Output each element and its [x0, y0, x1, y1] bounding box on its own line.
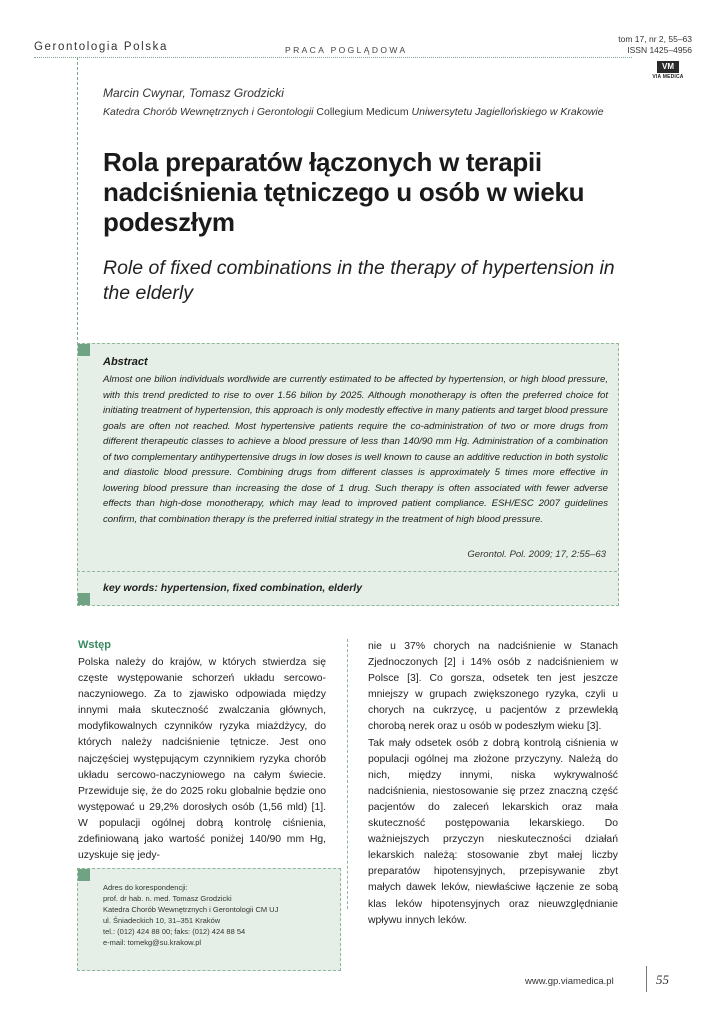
affiliation: [103, 104, 633, 120]
keywords-divider: [77, 571, 617, 572]
header-divider: [34, 57, 632, 58]
article-section: PRACA POGLĄDOWA: [285, 45, 408, 55]
correspondence-marker-icon: [78, 869, 90, 881]
correspondence-phone: tel.: (012) 424 88 00; faks: (012) 424 88 54: [103, 926, 246, 936]
logo-text: VIA MEDICA: [652, 74, 684, 80]
column-divider: [347, 639, 348, 909]
abstract-marker-bottom-icon: [78, 593, 90, 605]
margin-divider: [77, 57, 78, 345]
abstract-heading: Abstract: [103, 356, 148, 368]
correspondence-street: ul. Śniadeckich 10, 31–351 Kraków: [103, 915, 221, 925]
logo-mark: VM: [657, 61, 679, 73]
citation: Gerontol. Pol. 2009; 17, 2:55–63: [467, 549, 606, 560]
volume-info: [618, 34, 692, 56]
page-number: 55: [656, 972, 669, 987]
paragraph: Tak mały odsetek osób z dobrą kontrolą ciśnienia w populacji ogólnej ma złożone przyczyny. Należą do nich, między innymi, niska wykrywalność nadciśnienia, niestosowanie się przez znaczną część pacjentów do zaleceń lekarskich oraz mała skuteczność postępowania lekarskiego. Do ważniejszych przyczyn nieskuteczności działań lekarskich należą: stosowanie zbyt małej liczby preparatów hipotensyjnych, przepisywanie zbyt małych dawek leków, niewłaściwe łączenie ze sobą klas leków hipotensyjnych oraz nieuwzględnianie wpływu innych leków.: [368, 737, 618, 926]
affiliation-dept: Katedra Chorób Wewnętrznych i Gerontologii: [103, 106, 317, 118]
body-column-1: Polska należy do krajów, w których stwierdza się częste występowanie schorzeń układu sercowo-naczyniowego. Za to zjawisko odpowiada między innymi mała skuteczność zwalczania głównych, modyfikowalnych czynników ryzyka miażdżycy, do których należy nadciśnienie tętnicze. Jest ono najczęściej występującym czynnikiem ryzyka chorób układu sercowo-naczyniowego na całym świecie. Przewiduje się, że do 2025 roku globalnie będzie ono występować u 29,2% dorosłych osób (1,56 mld) [1]. W populacji ogólnej dobrą kontrolę ciśnienia, zdefiniowaną jako wartość poniżej 140/90 mm Hg, uzyskuje się jedy-: [78, 657, 326, 862]
footer-url[interactable]: www.gp.viamedica.pl: [525, 976, 614, 987]
correspondence-label: Adres do korespondencji:: [103, 883, 188, 892]
issn: ISSN 1425–4956: [627, 45, 692, 55]
section-heading: Wstęp: [78, 639, 111, 651]
article-subtitle: Role of fixed combinations in the therapy of hypertension in the elderly: [103, 257, 615, 304]
keywords: key words: hypertension, fixed combination, elderly: [103, 582, 363, 594]
correspondence-text: [103, 883, 333, 948]
article-title: Rola preparatów łączonych w terapii nadciśnienia tętniczego u osób w wieku podeszłym: [103, 147, 585, 237]
volume-number: tom 17, nr 2, 55–63: [618, 34, 692, 44]
page-number-divider: [646, 966, 647, 992]
correspondence-dept: Katedra Chorób Wewnętrznych i Gerontologii CM UJ: [103, 904, 279, 914]
paragraph: nie u 37% chorych na nadciśnienie w Stanach Zjednoczonych [2] i 14% osób z nadciśnieniem w Polsce [3]. Co gorsza, odsetek ten jest jeszcze mniejszy w grupach zwiększonego ryzyka, czyli u chorych na cukrzycę, u pacjentów z przewlekłą chorobą nerek oraz u osób w podeszłym wieku [3].: [368, 641, 618, 733]
affiliation-university: Uniwersytetu Jagiellońskiego w Krakowie: [411, 106, 604, 118]
authors: Marcin Cwynar, Tomasz Grodzicki: [103, 86, 284, 100]
abstract-body: Almost one bilion individuals wordlwide are currently estimated to be affected by hypertension, or high blood pressure, with this trend predicted to rise to over 1.56 bilion by 2025. Although monotherapy is often the preferred choice fot initiating treatment of hypertension, this approach is only modestly effective in many patients and target blood pressure goals are often not reached. Most hypertensive patients require the co-administration of two or more drugs from different therapeutic classes to achieve a blood pressure of less than 140/90 mm Hg. Administration of a combination of two complementary antihypertensive drugs in low doses is well known to cause an additive reduction in both systolic and diastolic blood pressure. Combining drugs from different classes is approximately 5 times more effective in lowering blood pressure than increasing the dose of 1 drug. Such therapy is often associated with fewer adverse effects than high-dose monotherapy, which may lead to improved patient compliance. ESH/ESC 2007 guidelines confirm, that combination therapy is the preferred initial strategy in the treatment of high blood pressure.: [103, 374, 608, 525]
correspondence-name: prof. dr hab. n. med. Tomasz Grodzicki: [103, 893, 232, 903]
abstract-marker-icon: [78, 344, 90, 356]
affiliation-college: Collegium Medicum: [316, 106, 412, 118]
journal-name: Gerontologia Polska: [34, 41, 168, 53]
body-column-2: [368, 639, 618, 929]
correspondence-email: e-mail: tomekg@su.krakow.pl: [103, 937, 202, 947]
publisher-logo: [650, 61, 686, 81]
